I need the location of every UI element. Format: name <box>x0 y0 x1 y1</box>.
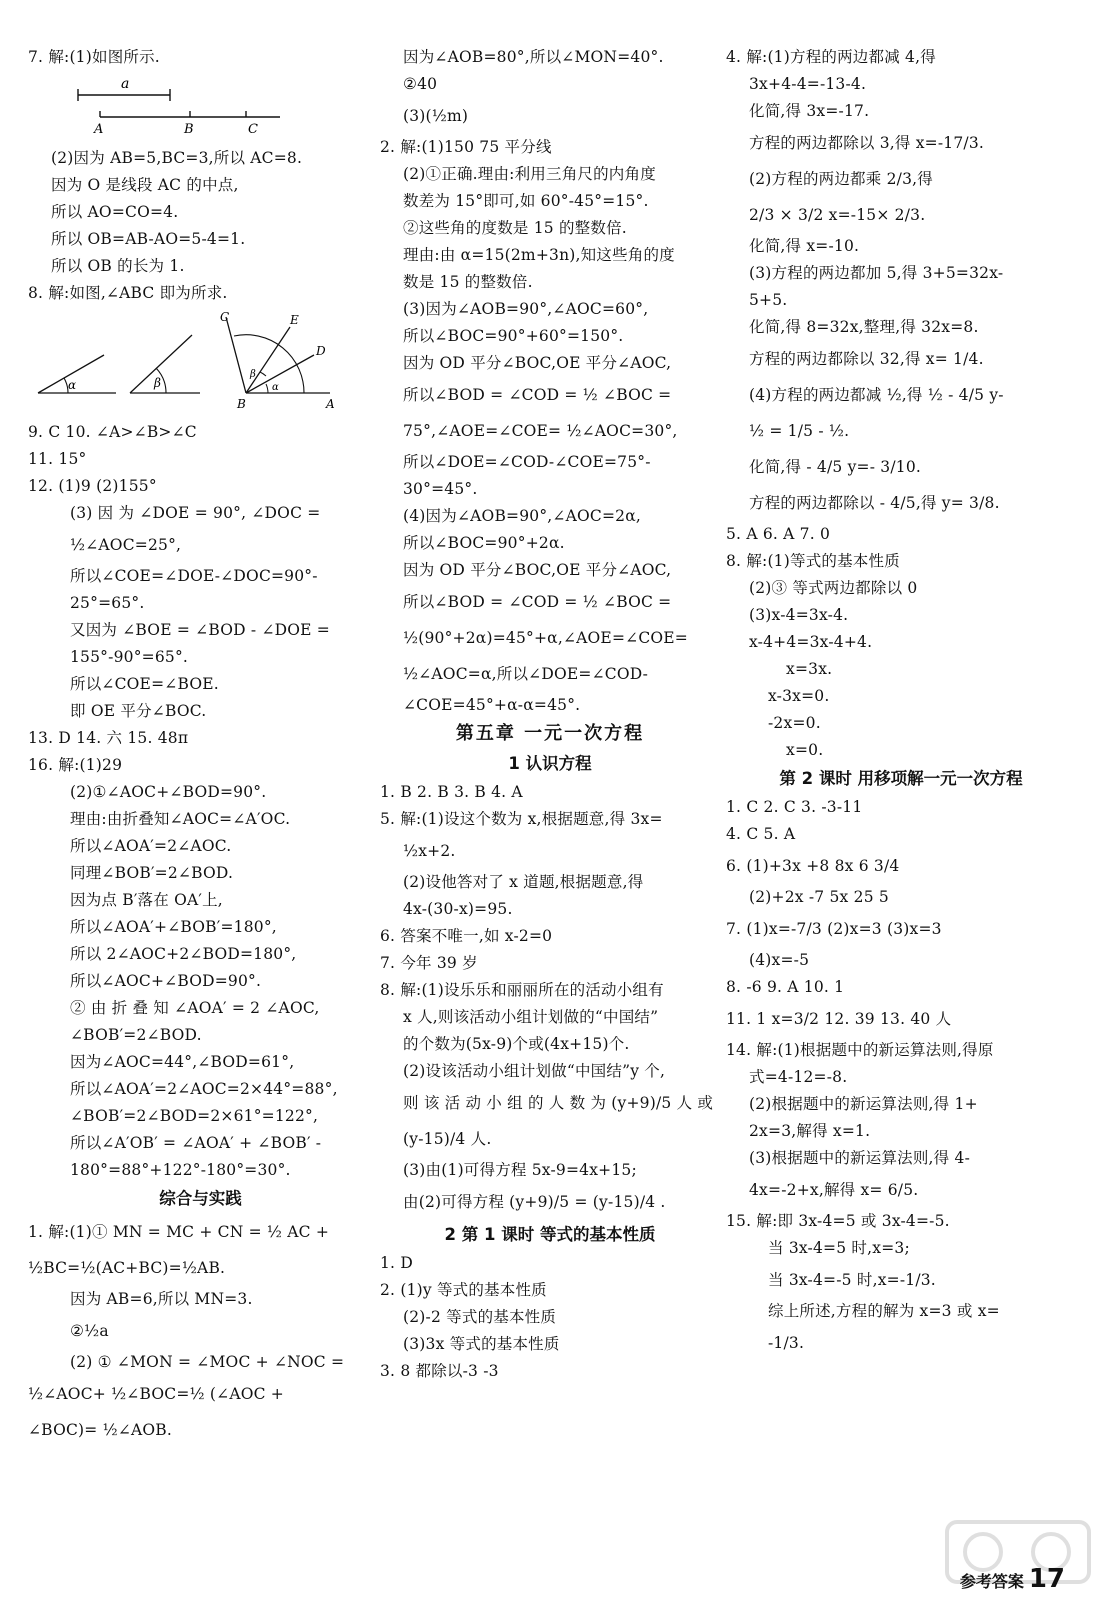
construction-c-label: C <box>220 311 230 324</box>
answer-line: 4. 解:(1)方程的两边都减 4,得 <box>726 48 936 66</box>
point-a-label: A <box>94 122 104 137</box>
answer-line: 15. 解:即 3x-4=5 或 3x-4=-5. <box>726 1212 950 1230</box>
answer-line: 5. 解:(1)设这个数为 x,根据题意,得 3x= <box>380 810 663 828</box>
answer-line: 2x=3,解得 x=1. <box>749 1122 871 1140</box>
answer-line: 所以 OB=AB-AO=5-4=1. <box>51 230 246 248</box>
answer-line: (2)①正确.理由:利用三角尺的内角度 <box>403 165 656 183</box>
answer-line: (3)由(1)可得方程 5x-9=4x+15; <box>403 1161 637 1179</box>
answer-line: 7. 今年 39 岁 <box>380 954 478 972</box>
answer-line: 75°,∠AOE=∠COE= ½∠AOC=30°, <box>403 422 678 440</box>
answer-line: 方程的两边都除以 3,得 x=-17/3. <box>749 134 985 152</box>
answer-line: 13. D 14. 六 15. 48π <box>28 729 189 747</box>
answer-line: (3)因为∠AOB=90°,∠AOC=60°, <box>403 300 649 318</box>
answer-line: 所以∠DOE=∠COD-∠COE=75°- <box>403 453 651 471</box>
answer-line: 当 3x-4=5 时,x=3; <box>768 1239 910 1257</box>
answer-line: 则 该 活 动 小 组 的 人 数 为 (y+9)/5 人 或 <box>403 1094 714 1112</box>
answer-line: ∠BOB′=2∠BOD=2×61°=122°, <box>70 1107 319 1125</box>
answer-line: ½∠AOC=α,所以∠DOE=∠COD- <box>403 665 649 683</box>
answer-line: 所以∠BOD = ∠COD = ½ ∠BOC = <box>403 593 672 611</box>
answer-line: ∠BOC)= ½∠AOB. <box>28 1421 173 1439</box>
answer-line: ②40 <box>403 75 438 93</box>
answer-line: 由(2)可得方程 (y+9)/5 = (y-15)/4 . <box>403 1193 666 1211</box>
answer-line: (3)根据题中的新运算法则,得 4- <box>749 1149 971 1167</box>
answer-line: x=3x. <box>786 660 833 678</box>
answer-line: 2. 解:(1)150 75 平分线 <box>380 138 552 156</box>
answer-line: -2x=0. <box>768 714 821 732</box>
answer-line: 8. 解:(1)等式的基本性质 <box>726 552 900 570</box>
angle-figure <box>28 311 373 415</box>
answer-line: 6. 答案不唯一,如 x-2=0 <box>380 927 553 945</box>
construction-b-label: B <box>237 397 246 411</box>
answer-line: (2)因为 AB=5,BC=3,所以 AC=8. <box>51 149 303 167</box>
answer-line: 1. 解:(1)① MN = MC + CN = ½ AC + <box>28 1223 330 1241</box>
answer-line: (2)③ 等式两边都除以 0 <box>749 579 918 597</box>
answer-line: ②½a <box>70 1322 109 1340</box>
answer-line: 因为∠AOB=80°,所以∠MON=40°. <box>403 48 664 66</box>
answer-line: x-4+4=3x-4+4. <box>749 633 873 651</box>
answer-line: 12. (1)9 (2)155° <box>28 477 157 495</box>
answer-line: (2) ① ∠MON = ∠MOC + ∠NOC = <box>70 1353 345 1371</box>
answer-line: (2)①∠AOC+∠BOD=90°. <box>70 783 267 801</box>
answer-line: 14. 解:(1)根据题中的新运算法则,得原 <box>726 1041 994 1059</box>
answer-line: (2)根据题中的新运算法则,得 1+ <box>749 1095 978 1113</box>
answer-line: ∠COE=45°+α-α=45°. <box>403 696 581 714</box>
construction-alpha-label: α <box>272 382 279 393</box>
answer-line: 化简,得 8=32x,整理,得 32x=8. <box>749 318 979 336</box>
answer-line: 2. (1)y 等式的基本性质 <box>380 1281 547 1299</box>
answer-line: 的个数为(5x-9)个或(4x+15)个. <box>403 1035 630 1053</box>
answer-line: (4)x=-5 <box>749 951 810 969</box>
answer-line: ½BC=½(AC+BC)=½AB. <box>28 1259 226 1277</box>
answer-line: 8. 解:如图,∠ABC 即为所求. <box>28 284 228 302</box>
answer-line: (2)-2 等式的基本性质 <box>403 1308 557 1326</box>
answer-column-2 <box>380 44 720 1385</box>
construction-a-label: A <box>326 397 335 411</box>
footer-label: 参考答案 <box>959 1572 1024 1591</box>
answer-line: x 人,则该活动小组计划做的“中国结” <box>403 1008 659 1026</box>
answer-line: 化简,得 x=-10. <box>749 237 860 255</box>
answer-line: 因为∠AOC=44°,∠BOD=61°, <box>70 1053 295 1071</box>
answer-line: ½x+2. <box>403 842 456 860</box>
answer-line: 所以∠COE=∠BOE. <box>70 675 219 693</box>
answer-line: (3)方程的两边都加 5,得 3+5=32x- <box>749 264 1004 282</box>
answer-line: 因为 AB=6,所以 MN=3. <box>70 1290 253 1308</box>
answer-line: 4. C 5. A <box>726 825 796 843</box>
section-heading: 综合与实践 <box>159 1189 242 1208</box>
answer-line: 180°=88°+122°-180°=30°. <box>70 1161 291 1179</box>
answer-line: 所以∠AOA′=2∠AOC. <box>70 837 232 855</box>
answer-line: 所以∠BOD = ∠COD = ½ ∠BOC = <box>403 386 672 404</box>
point-b-label: B <box>184 122 194 137</box>
answer-line: 1. B 2. B 3. B 4. A <box>380 783 523 801</box>
answer-line: ½∠AOC=25°, <box>70 536 182 554</box>
answer-line: 当 3x-4=-5 时,x=-1/3. <box>768 1271 936 1289</box>
answer-line: 因为 O 是线段 AC 的中点, <box>51 176 239 194</box>
answer-column-1 <box>28 44 373 1448</box>
answer-line: 所以 AO=CO=4. <box>51 203 179 221</box>
answer-line: 数差为 15°即可,如 60°-45°=15°. <box>403 192 649 210</box>
angle-construction-diagram <box>28 311 338 411</box>
answer-line: (4)因为∠AOB=90°,∠AOC=2α, <box>403 507 642 525</box>
answer-line: 数是 15 的整数倍. <box>403 273 533 291</box>
construction-d-label: D <box>316 344 326 358</box>
answer-line: (3)(½m) <box>403 107 469 125</box>
answer-line: 因为点 B′落在 OA′上, <box>70 891 223 909</box>
answer-line: (3) 因 为 ∠DOE = 90°, ∠DOC = <box>70 504 321 522</box>
answer-line: 30°=45°. <box>403 480 478 498</box>
segment-figure <box>28 75 373 141</box>
page-footer <box>960 1564 1065 1594</box>
answer-line: 理由:由 α=15(2m+3n),知这些角的度 <box>403 246 675 264</box>
answer-line: 所以∠BOC=90°+2α. <box>403 534 565 552</box>
point-c-label: C <box>248 122 258 137</box>
beta-label: β <box>154 376 161 390</box>
answer-line: 即 OE 平分∠BOC. <box>70 702 207 720</box>
answer-line: x-3x=0. <box>768 687 830 705</box>
answer-line: (2)设他答对了 x 道题,根据题意,得 <box>403 873 644 891</box>
answer-line: 所以∠COE=∠DOE-∠DOC=90°- <box>70 567 318 585</box>
answer-column-3 <box>726 44 1076 1361</box>
answer-line: 8. 解:(1)设乐乐和丽丽所在的活动小组有 <box>380 981 664 999</box>
answer-line: (y-15)/4 人. <box>403 1130 492 1148</box>
answer-line: 7. (1)x=-7/3 (2)x=3 (3)x=3 <box>726 920 942 938</box>
answer-line: ② 由 折 叠 知 ∠AOA′ = 2 ∠AOC, <box>70 999 320 1017</box>
answer-line: 6. (1)+3x +8 8x 6 3/4 <box>726 857 900 875</box>
section-heading: 2 第 1 课时 等式的基本性质 <box>444 1225 656 1244</box>
answer-line: 所以∠AOC+∠BOD=90°. <box>70 972 262 990</box>
segment-diagram <box>28 75 288 137</box>
answer-line: (4)方程的两边都减 ½,得 ½ - 4/5 y- <box>749 386 1004 404</box>
answer-line: 所以∠AOA′+∠BOB′=180°, <box>70 918 277 936</box>
answer-line: 因为 OD 平分∠BOC,OE 平分∠AOC, <box>403 354 672 372</box>
chapter-heading: 第五章 一元一次方程 <box>455 723 645 744</box>
section-heading: 第 2 课时 用移项解一元一次方程 <box>779 769 1023 788</box>
answer-line: 9. C 10. ∠A>∠B>∠C <box>28 423 197 441</box>
answer-line: 综上所述,方程的解为 x=3 或 x= <box>768 1302 1000 1320</box>
answer-line: 16. 解:(1)29 <box>28 756 123 774</box>
answer-line: 8. -6 9. A 10. 1 <box>726 978 845 996</box>
answer-line: 方程的两边都除以 32,得 x= 1/4. <box>749 350 984 368</box>
answer-line: 25°=65°. <box>70 594 145 612</box>
answer-line: 3. 8 都除以-3 -3 <box>380 1362 499 1380</box>
answer-line: 3x+4-4=-13-4. <box>749 75 867 93</box>
answer-line: 4x-(30-x)=95. <box>403 900 513 918</box>
answer-line: -1/3. <box>768 1334 805 1352</box>
answer-line: 理由:由折叠知∠AOC=∠A′OC. <box>70 810 291 828</box>
answer-line: (2)方程的两边都乘 2/3,得 <box>749 170 933 188</box>
answer-line: ∠BOB′=2∠BOD. <box>70 1026 202 1044</box>
answer-line: 所以∠AOA′=2∠AOC=2×44°=88°, <box>70 1080 338 1098</box>
answer-line: 所以 2∠AOC+2∠BOD=180°, <box>70 945 297 963</box>
answer-line: (2)+2x -7 5x 25 5 <box>749 888 889 906</box>
answer-line: 方程的两边都除以 - 4/5,得 y= 3/8. <box>749 494 1000 512</box>
answer-line: 化简,得 3x=-17. <box>749 102 870 120</box>
answer-line: 4x=-2+x,解得 x= 6/5. <box>749 1181 919 1199</box>
answer-line: 5+5. <box>749 291 788 309</box>
answer-line: 化简,得 - 4/5 y=- 3/10. <box>749 458 922 476</box>
answer-line: ½ = 1/5 - ½. <box>749 422 850 440</box>
answer-line: 所以∠BOC=90°+60°=150°. <box>403 327 624 345</box>
answer-line: 1. C 2. C 3. -3-11 <box>726 798 863 816</box>
answer-line: (3)3x 等式的基本性质 <box>403 1335 560 1353</box>
segment-a-label: a <box>121 76 130 92</box>
answer-line: (3)x-4=3x-4. <box>749 606 849 624</box>
page-number: 17 <box>1028 1564 1065 1594</box>
answer-line: 155°-90°=65°. <box>70 648 189 666</box>
answer-line: 1. D <box>380 1254 413 1272</box>
answer-line: (2)设该活动小组计划做“中国结”y 个, <box>403 1062 666 1080</box>
alpha-label: α <box>68 378 77 392</box>
answer-line: 同理∠BOB′=2∠BOD. <box>70 864 234 882</box>
answer-line: ½∠AOC+ ½∠BOC=½ (∠AOC + <box>28 1385 284 1403</box>
answer-line: 因为 OD 平分∠BOC,OE 平分∠AOC, <box>403 561 672 579</box>
section-heading: 1 认识方程 <box>508 754 592 773</box>
answer-line: 所以 OB 的长为 1. <box>51 257 185 275</box>
answer-line: 11. 15° <box>28 450 87 468</box>
answer-line: 所以∠A′OB′ = ∠AOA′ + ∠BOB′ - <box>70 1134 322 1152</box>
answer-line: 2/3 × 3/2 x=-15× 2/3. <box>749 206 926 224</box>
answer-line: ½(90°+2α)=45°+α,∠AOE=∠COE= <box>403 629 688 647</box>
construction-beta-label: β <box>250 369 256 380</box>
answer-line: 式=4-12=-8. <box>749 1068 848 1086</box>
answer-line: 又因为 ∠BOE = ∠BOD - ∠DOE = <box>70 621 330 639</box>
answer-line: 5. A 6. A 7. 0 <box>726 525 831 543</box>
answer-line: 7. 解:(1)如图所示. <box>28 48 160 66</box>
answer-line: ②这些角的度数是 15 的整数倍. <box>403 219 627 237</box>
construction-e-label: E <box>290 313 299 327</box>
answer-line: x=0. <box>786 741 824 759</box>
answer-line: 11. 1 x=3/2 12. 39 13. 40 人 <box>726 1010 952 1028</box>
